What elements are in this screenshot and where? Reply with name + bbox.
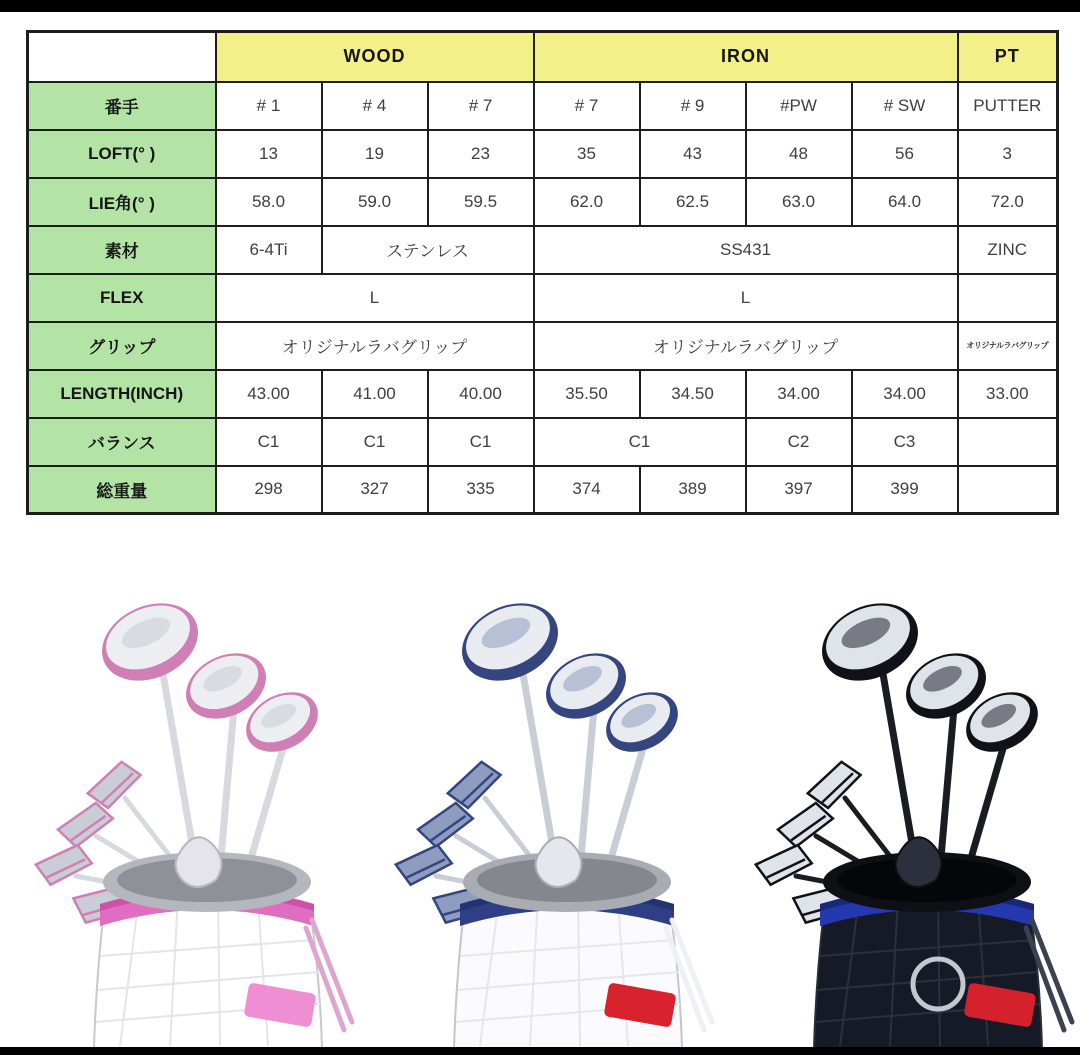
spec-cell: 399	[852, 466, 958, 514]
spec-table	[26, 30, 1059, 515]
product-photo-pink-set	[0, 560, 360, 1048]
spec-cell	[958, 274, 1058, 322]
spec-cell: 374	[534, 466, 640, 514]
spec-cell: 35	[534, 130, 640, 178]
spec-cell: # 7	[428, 82, 534, 130]
spec-cell: C1	[322, 418, 428, 466]
group-header-iron: IRON	[534, 32, 958, 82]
spec-cell: 327	[322, 466, 428, 514]
spec-cell: 63.0	[746, 178, 852, 226]
row-grip	[28, 322, 1058, 370]
spec-cell: 59.5	[428, 178, 534, 226]
wood-heads	[90, 589, 329, 764]
spec-cell: 59.0	[322, 178, 428, 226]
spec-cell: 34.00	[746, 370, 852, 418]
spec-cell	[958, 466, 1058, 514]
row-label: LOFT(° )	[28, 130, 216, 178]
spec-cell: 62.0	[534, 178, 640, 226]
spec-cell: 23	[428, 130, 534, 178]
spec-cell: PUTTER	[958, 82, 1058, 130]
spec-cell: 35.50	[534, 370, 640, 418]
spec-cell: 34.50	[640, 370, 746, 418]
product-photo-navy-white-set	[360, 560, 720, 1048]
spec-cell: 40.00	[428, 370, 534, 418]
row-material	[28, 226, 1058, 274]
spec-cell: # 1	[216, 82, 322, 130]
head-cover	[175, 837, 221, 887]
spec-cell: オリジナルラバグリップ	[534, 322, 958, 370]
spec-cell	[958, 418, 1058, 466]
spec-cell: 19	[322, 130, 428, 178]
spec-cell: 397	[746, 466, 852, 514]
spec-cell: SS431	[534, 226, 958, 274]
spec-cell: 389	[640, 466, 746, 514]
spec-cell: 3	[958, 130, 1058, 178]
group-header-pt: PT	[958, 32, 1058, 82]
spec-cell: 6-4Ti	[216, 226, 322, 274]
spec-cell: 298	[216, 466, 322, 514]
spec-cell: 34.00	[852, 370, 958, 418]
row-label: 番手	[28, 82, 216, 130]
spec-cell: C3	[852, 418, 958, 466]
spec-cell: C1	[534, 418, 746, 466]
row-label: バランス	[28, 418, 216, 466]
row-label: LENGTH(INCH)	[28, 370, 216, 418]
row-label: 総重量	[28, 466, 216, 514]
row-length	[28, 370, 1058, 418]
head-cover	[535, 837, 581, 887]
row-weight	[28, 466, 1058, 514]
head-cover	[895, 837, 941, 887]
spec-cell: 72.0	[958, 178, 1058, 226]
spec-cell: C2	[746, 418, 852, 466]
spec-cell: 56	[852, 130, 958, 178]
spec-cell: オリジナルラバグリップ	[958, 322, 1058, 370]
spec-cell: # 4	[322, 82, 428, 130]
spec-cell: # 7	[534, 82, 640, 130]
wood-heads	[810, 589, 1049, 764]
spec-cell: 48	[746, 130, 852, 178]
row-flex	[28, 274, 1058, 322]
product-photo-black-set	[720, 560, 1080, 1048]
spec-cell: 62.5	[640, 178, 746, 226]
spec-cell: 335	[428, 466, 534, 514]
row-label: グリップ	[28, 322, 216, 370]
spec-cell: # 9	[640, 82, 746, 130]
spec-cell: # SW	[852, 82, 958, 130]
spec-cell: オリジナルラバグリップ	[216, 322, 534, 370]
wood-heads	[450, 589, 689, 764]
spec-cell: 13	[216, 130, 322, 178]
spec-cell: 43	[640, 130, 746, 178]
spec-cell: C1	[216, 418, 322, 466]
spec-cell: 58.0	[216, 178, 322, 226]
top-border-bar	[0, 0, 1080, 12]
row-label: FLEX	[28, 274, 216, 322]
row-label: LIE角(° )	[28, 178, 216, 226]
spec-cell: ステンレス	[322, 226, 534, 274]
spec-cell: C1	[428, 418, 534, 466]
row-label: 素材	[28, 226, 216, 274]
spec-cell: L	[216, 274, 534, 322]
spec-cell: ZINC	[958, 226, 1058, 274]
spec-cell: 43.00	[216, 370, 322, 418]
spec-cell: #PW	[746, 82, 852, 130]
group-header-wood: WOOD	[216, 32, 534, 82]
row-club-number	[28, 82, 1058, 130]
spec-cell: L	[534, 274, 958, 322]
row-lie	[28, 178, 1058, 226]
group-header-row	[28, 32, 1058, 82]
row-loft	[28, 130, 1058, 178]
spec-cell: 33.00	[958, 370, 1058, 418]
corner-cell	[28, 32, 216, 82]
spec-cell: 41.00	[322, 370, 428, 418]
row-balance	[28, 418, 1058, 466]
product-photos-row	[0, 560, 1080, 1048]
bottom-border-bar	[0, 1047, 1080, 1055]
spec-cell: 64.0	[852, 178, 958, 226]
